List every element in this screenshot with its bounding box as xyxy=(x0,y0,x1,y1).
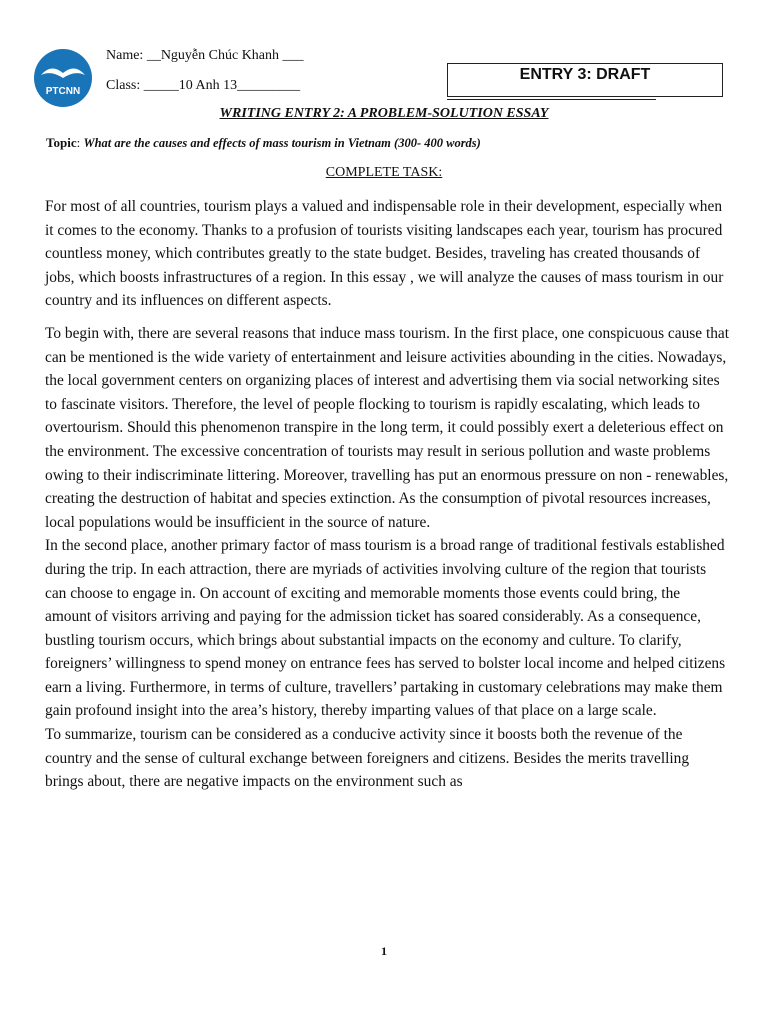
essay-paragraph-conclusion: To summarize, tourism can be considered as a conducive activity since it boosts both the revenue of the country and the sense of cultural exchange between foreigners and citizens. Besides the merits travelling brings about, there are negative impacts on the environment such as xyxy=(45,726,690,791)
svg-text:PTCNN: PTCNN xyxy=(45,86,81,97)
student-name: Name: __Nguyễn Chúc Khanh ___ xyxy=(106,48,304,63)
page-number: 1 xyxy=(381,944,387,958)
essay-paragraph-cause-1: To begin with, there are several reasons that induce mass tourism. In the first place, one conspicuous cause that can be mentioned is the wide variety of entertainment and leisure activities abounding in the cities. Nowadays, the local government centers on organizing places of interest and advertising them via social networking sites to fascinate visitors. Therefore, the level of people flocking to tourism is rapidly escalating, which leads to overtourism. Should this phenomenon transpire in the long term, it could possibly exert a deleterious effect on the environment. The excessive concentration of tourists may result in serious pollution and waste problems owing to their indiscriminate littering. Moreover, travelling has put an enormous pressure on non - renewables, creating the destruction of habitat and species extinction. As the consumption of pivotal resources increases, local populations would be insufficient in the source of nature. xyxy=(45,324,730,531)
student-class: Class: _____10 Anh 13_________ xyxy=(106,78,301,93)
essay-paragraph-cause-2: In the second place, another primary factor of mass tourism is a broad range of traditional festivals established during the trip. In each attraction, there are myriads of activities involving culture of the region that tourists can choose to engage in. On account of exciting and memorable moments those events could bring, the amount of visitors arriving and paying for the admission ticket has soared considerably. As a consequence, bustling tourism occurs, which brings about substantial impacts on the economy and culture. To clarify, foreigners’ willingness to spend money on entrance fees has served to bolster local income and helped citizens earn a living. Furthermore, in terms of culture, travellers’ partaking in customary celebrations may make them gain profound insight into the area’s history, thereby imparting values of that place on a large scale. xyxy=(45,537,726,720)
topic-separator: : xyxy=(76,135,84,150)
task-heading: COMPLETE TASK: xyxy=(325,165,443,180)
topic-label: Topic xyxy=(46,135,77,150)
essay-title: WRITING ENTRY 2: A PROBLEM-SOLUTION ESSAY xyxy=(219,106,549,121)
essay-body xyxy=(45,195,730,794)
ptcnn-logo xyxy=(33,48,93,108)
topic-line xyxy=(46,135,481,151)
essay-paragraph-intro: For most of all countries, tourism plays a valued and indispensable role in their development, especially when it comes to the economy. Thanks to a profusion of tourists visiting landscapes each year, tourism has procured countless money, which contributes greatly to the state budget. Besides, traveling has created thousands of jobs, which boosts infrastructures of a region. In this essay , we will analyze the causes of mass tourism in our country and its influences on different aspects. xyxy=(45,198,724,310)
entry-label-box: ENTRY 3: DRAFT xyxy=(447,63,723,97)
topic-text: What are the causes and effects of mass tourism in Vietnam (300- 400 words) xyxy=(83,136,481,150)
